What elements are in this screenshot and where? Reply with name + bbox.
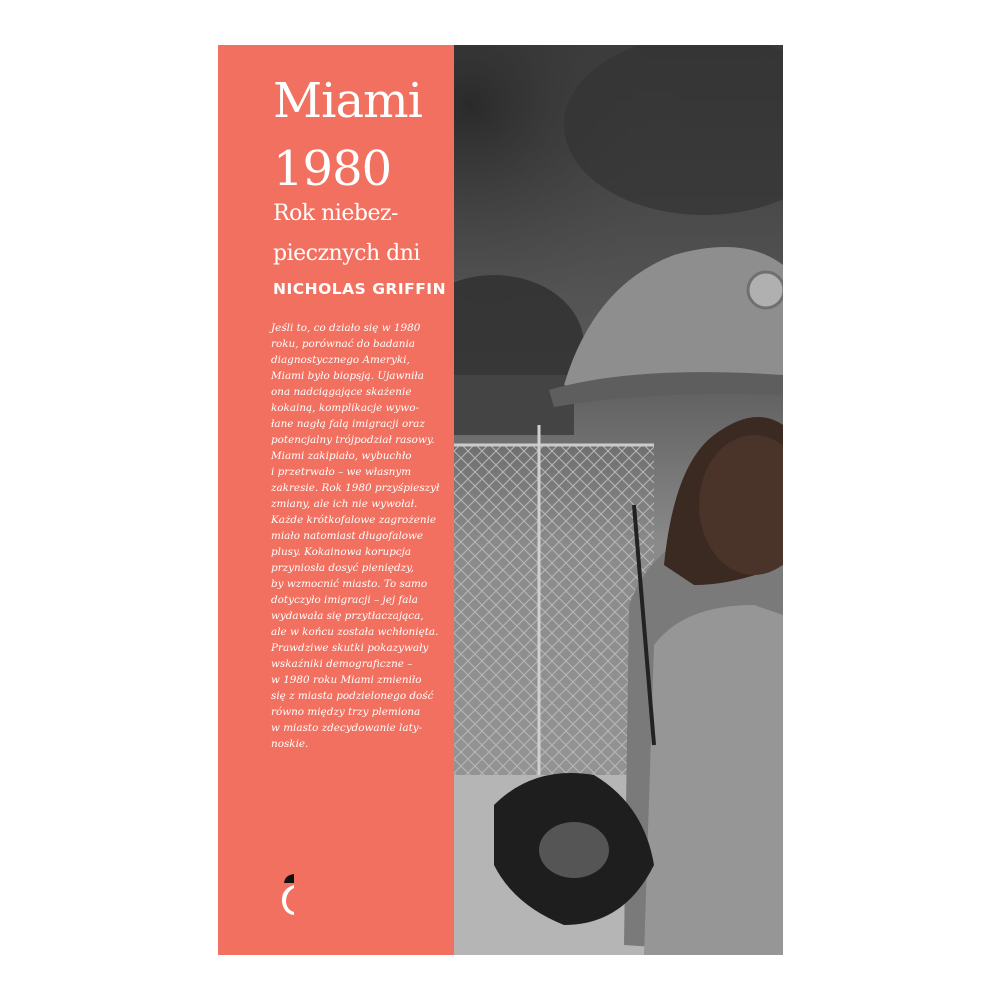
blurb-line: kokainą, komplikacje wywo-	[271, 402, 419, 414]
publisher-logo-icon	[280, 860, 300, 921]
blurb-line: wydawała się przytłaczająca,	[271, 610, 424, 622]
blurb-line: dotyczyło imigracji – jej fala	[271, 594, 418, 606]
blurb-text	[271, 320, 453, 752]
blurb-line: miało natomiast długofalowe	[271, 530, 424, 542]
blurb-line: w miasto zdecydowanie laty-	[271, 722, 423, 734]
blurb-line: łane nagłą falą imigracji oraz	[271, 418, 425, 430]
blurb-line: się z miasta podzielonego dość	[271, 690, 434, 702]
blurb-line: Jeśli to, co działo się w 1980	[271, 322, 421, 334]
blurb-line: roku, porównać do badania	[271, 338, 415, 350]
blurb-line: wskaźniki demograficzne –	[271, 658, 413, 670]
blurb-line: Każde krótkofalowe zagrożenie	[271, 514, 437, 526]
blurb-line: Prawdziwe skutki pokazywały	[271, 642, 429, 654]
blurb-line: Miami zakipiało, wybuchło	[271, 450, 412, 462]
blurb-line: zakresie. Rok 1980 przyśpieszył	[271, 482, 440, 494]
book-cover	[218, 45, 783, 955]
blurb-line: plusy. Kokainowa korupcja	[271, 546, 412, 558]
blurb-line: przyniosła dosyć pieniędzy,	[271, 562, 414, 574]
blurb-line: diagnostycznego Ameryki,	[271, 354, 410, 366]
subtitle-line: piecznych dni	[273, 241, 420, 266]
blurb-line: ale w końcu została wchłonięta.	[271, 626, 439, 638]
blurb-line: Miami było biopsją. Ujawniła	[271, 370, 424, 382]
title-line: Miami	[273, 73, 422, 129]
blurb-line: by wzmocnić miasto. To samo	[271, 578, 428, 590]
author-name: NICHOLAS GRIFFIN	[273, 280, 447, 298]
blurb-line: i przetrwało – we własnym	[271, 466, 412, 478]
blurb-line: zmiany, ale ich nie wywołał.	[271, 498, 418, 510]
text-panel	[218, 45, 454, 955]
blurb-line: potencjalny trójpodział rasowy.	[271, 434, 435, 446]
blurb-line: w 1980 roku Miami zmieniło	[271, 674, 422, 686]
firefighter-photo	[454, 45, 783, 955]
title-line: 1980	[273, 141, 392, 197]
blurb-line: noskie.	[271, 738, 309, 750]
blurb-line: równo między trzy plemiona	[271, 706, 421, 718]
subtitle-line: Rok niebez-	[273, 201, 398, 226]
blurb-line: ona nadciągające skażenie	[271, 386, 412, 398]
